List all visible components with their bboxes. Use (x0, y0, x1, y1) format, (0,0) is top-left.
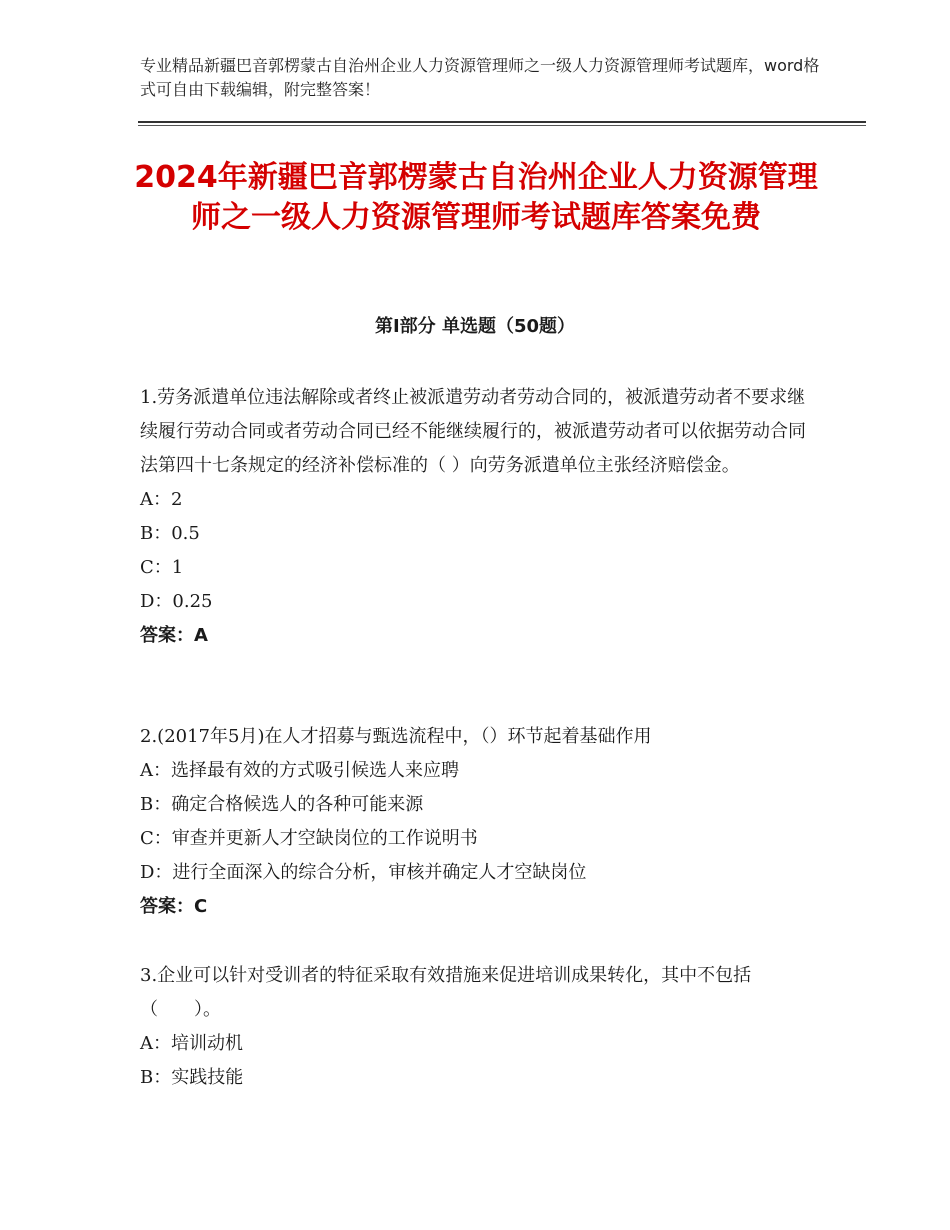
option-a: A：培训动机 (140, 1033, 243, 1054)
document-title: 2024年新疆巴音郭楞蒙古自治州企业人力资源管理师之一级人力资源管理师考试题库答案免费 (134, 160, 818, 235)
question-stem: 2.(2017年5月)在人才招募与甄选流程中，（）环节起着基础作用 (140, 726, 652, 747)
question-stem: 1.劳务派遣单位违法解除或者终止被派遣劳动者劳动合同的，被派遣劳动者不要求继续履行劳动合同或者劳动合同已经不能继续履行的，被派遣劳动者可以依据劳动合同法第四十七条规定的经济补偿标准的（ ）向劳务派遣单位主张经济赔偿金。 (140, 387, 806, 476)
question-3 (140, 959, 810, 1095)
question-1 (140, 381, 810, 653)
option-b: B：0.5 (140, 523, 200, 544)
section-heading: 第Ⅰ部分 单选题（50题） (374, 316, 575, 337)
option-d: D：0.25 (140, 591, 213, 612)
option-a: A：2 (140, 489, 183, 510)
answer: 答案：C (140, 896, 208, 917)
question-2 (140, 720, 810, 924)
header-note: 专业精品新疆巴音郭楞蒙古自治州企业人力资源管理师之一级人力资源管理师考试题库，word格式可自由下载编辑，附完整答案！ (140, 56, 820, 99)
option-d: D：进行全面深入的综合分析，审核并确定人才空缺岗位 (140, 862, 587, 883)
option-c: C：审查并更新人才空缺岗位的工作说明书 (140, 828, 478, 849)
option-b: B：实践技能 (140, 1067, 244, 1088)
header-rule-thin (138, 125, 866, 126)
option-a: A：选择最有效的方式吸引候选人来应聘 (140, 760, 459, 781)
option-c: C：1 (140, 557, 184, 578)
question-stem: 3.企业可以针对受训者的特征采取有效措施来促进培训成果转化，其中不包括（ ）。 (140, 965, 752, 1020)
option-b: B：确定合格候选人的各种可能来源 (140, 794, 424, 815)
answer: 答案：A (140, 625, 208, 646)
header-rule-thick (138, 121, 866, 123)
